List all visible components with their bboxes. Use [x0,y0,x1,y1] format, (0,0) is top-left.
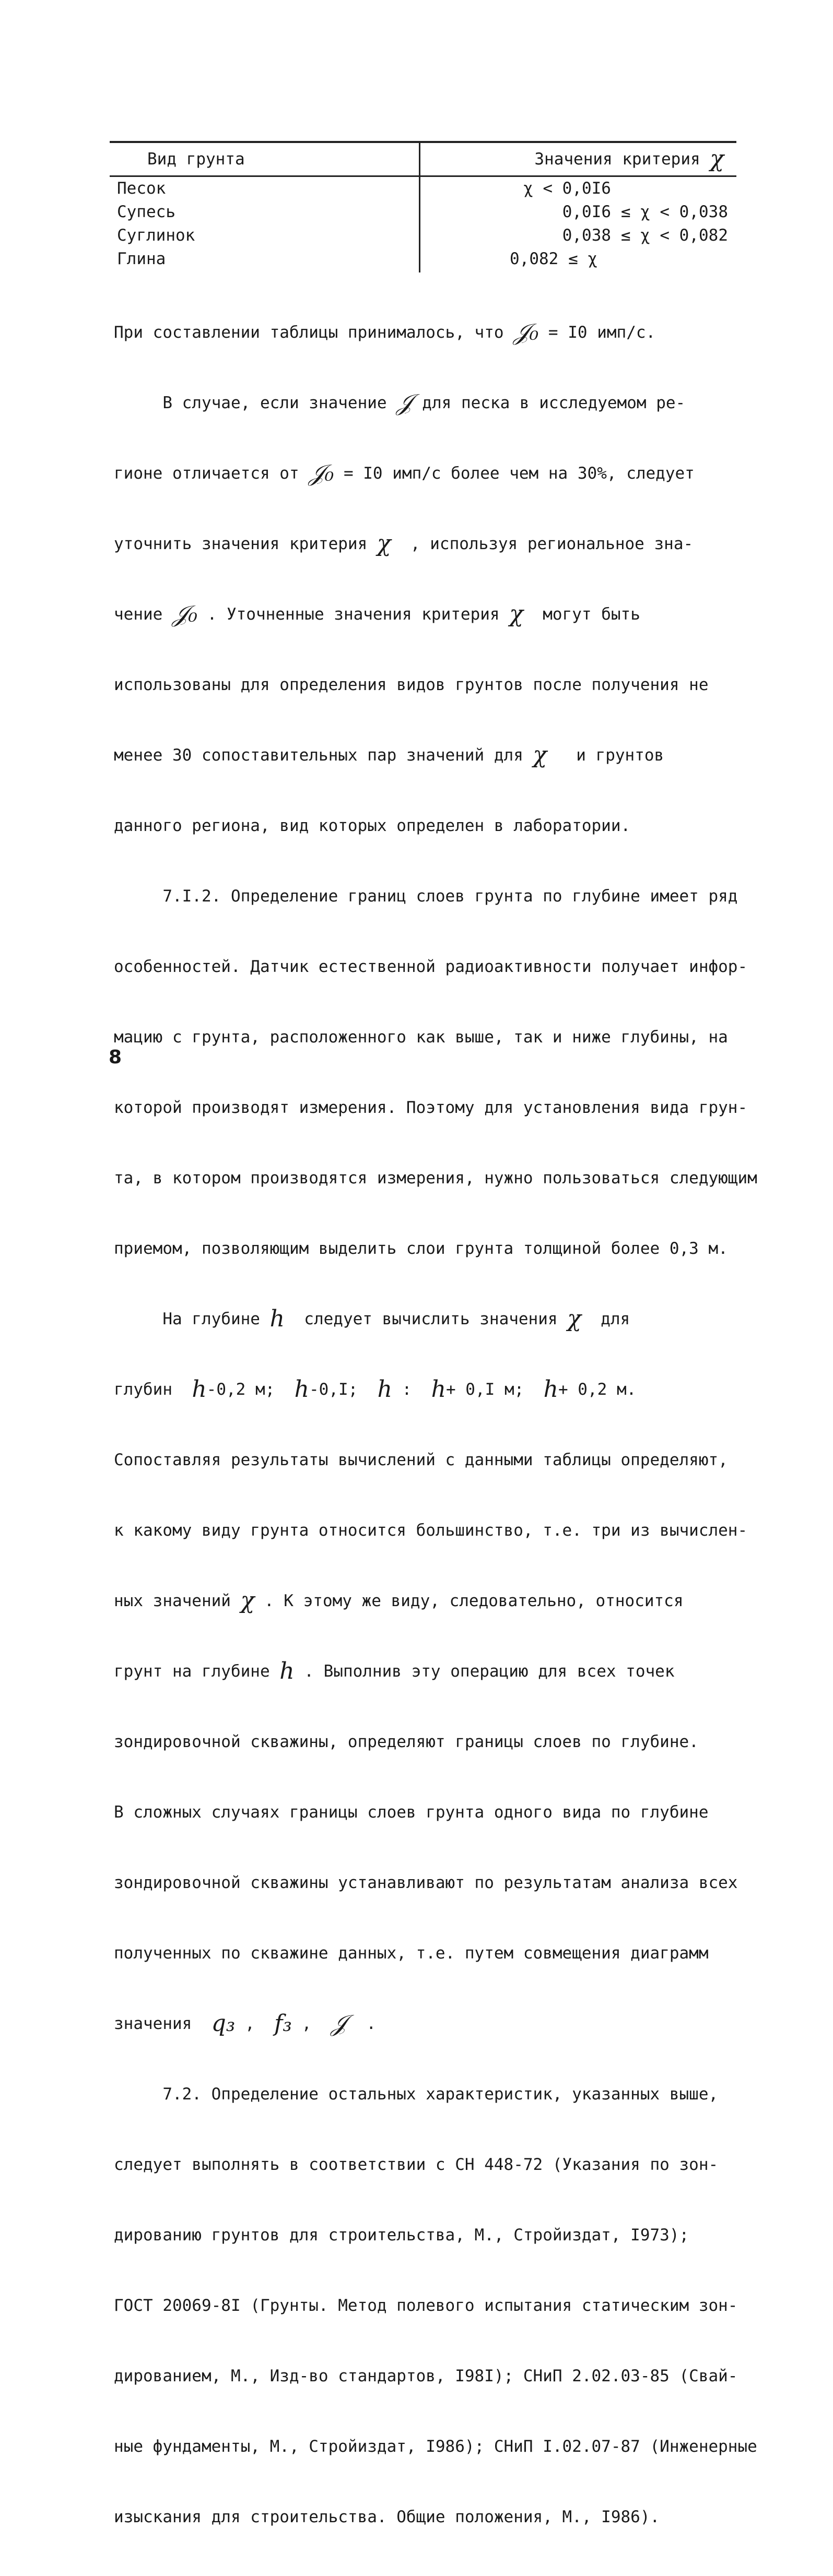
soil-name: Суглинок [117,226,195,245]
text-line: чение 𝒥₀ . Уточненные значения критерия χ могут быть [114,601,640,627]
text-line: та, в котором производятся измерения, нужно пользоваться следующим [114,1169,757,1188]
gamma-symbol: 𝒥 [331,2010,347,2037]
text-line: дированием, М., Изд-во стандартов, I98I); СНиП 2.02.03-85 (Свай- [114,2367,738,2385]
h-symbol: h [543,1376,558,1403]
soil-name: Глина [117,250,166,268]
text-line: грунт на глубине h . Выполнив эту операцию для всех точек [114,1658,675,1684]
chi-symbol: χ [509,601,523,627]
h-symbol: h [192,1376,207,1403]
criterion-range: 0,082 ≤ χ [510,250,597,268]
table-row [110,177,736,200]
table-row [110,247,736,271]
table-row [110,224,736,247]
soil-criteria-table [110,141,736,271]
text-line: ных значений χ . К этому же виду, следовательно, относится [114,1587,684,1614]
gamma-symbol: 𝒥 [396,389,413,416]
chi-symbol: χ [240,1587,255,1614]
text-line: к какому виду грунта относится большинство, т.е. три из вычислен- [114,1521,748,1540]
text-line: В сложных случаях границы слоев грунта одного вида по глубине [114,1803,709,1822]
criterion-range: 0,038 ≤ χ < 0,082 [562,226,728,245]
text-line: ные фундаменты, М., Стройиздат, I986); СНиП I.02.07-87 (Инженерные [114,2437,757,2456]
text-line: данного региона, вид которых определен в лаборатории. [114,816,631,835]
text-line: При составлении таблицы принималось, что 𝒥₀ = I0 имп/с. [114,319,656,346]
text-line: зондировочной скважины, определяют границы слоев по глубине. [114,1732,699,1751]
chi-symbol: χ [533,742,547,768]
text-line: дированию грунтов для строительства, М., Стройиздат, I973); [114,2226,689,2245]
text-line: использованы для определения видов грунтов после получения не [114,675,709,694]
h-symbol: h [279,1658,295,1684]
text-line: значения q₃ , f₃ , 𝒥 . [114,2010,377,2037]
text-line: В случае, если значение 𝒥 для песка в исследуемом ре- [114,389,686,416]
text-line: полученных по скважине данных, т.е. путем совмещения диаграмм [114,1944,709,1963]
h-symbol: h [269,1305,285,1332]
gamma0-symbol: 𝒥₀ [513,319,539,346]
criterion-range: χ < 0,0I6 [523,179,611,198]
text-line: 7.I.2. Определение границ слоев грунта по глубине имеет ряд [114,887,738,906]
text-line: изыскания для строительства. Общие положения, М., I986). [114,2508,660,2526]
text-line: глубин h-0,2 м; h-0,I; h : h+ 0,I м; h+ 0,2 м. [114,1376,637,1403]
text-line: приемом, позволяющим выделить слои грунта толщиной более 0,3 м. [114,1239,728,1258]
chi-symbol: χ [567,1305,581,1332]
text-line: уточнить значения критерия χ , используя региональное зна- [114,530,694,557]
page-number: 8 [109,1047,122,1068]
text-line: ГОСТ 20069-8I (Грунты. Метод полевого испытания статическим зон- [114,2296,738,2315]
chi-symbol: χ [710,146,724,172]
text-line: особенностей. Датчик естественной радиоактивности получает инфор- [114,957,748,976]
gamma0-symbol: 𝒥₀ [309,460,334,486]
text-line: гионе отличается от 𝒥₀ = I0 имп/с более чем на 30%, следует [114,460,695,486]
h-symbol: h [377,1376,392,1403]
header-soil-type: Вид грунта [147,150,245,169]
text-line: следует выполнять в соответствии с СН 448-72 (Указания по зон- [114,2155,719,2174]
soil-name: Песок [117,179,166,198]
text-line: Сопоставляя результаты вычислений с данными таблицы определяют, [114,1451,728,1469]
h-symbol: h [294,1376,309,1403]
f3-symbol: f₃ [274,2010,292,2037]
table-column-divider [419,143,420,272]
text-line: мацию с грунта, расположенного как выше, так и ниже глубины, на [114,1028,728,1047]
header-criterion: Значения критерия χ [534,146,724,172]
criterion-range: 0,0I6 ≤ χ < 0,038 [562,203,728,221]
text-line: 7.2. Определение остальных характеристик, указанных выше, [114,2085,719,2104]
h-symbol: h [431,1376,446,1403]
table-row [110,200,736,224]
soil-name: Супесь [117,203,175,221]
text-line: зондировочной скважины устанавливают по результатам анализа всех [114,1873,738,1892]
text-line: менее 30 сопоставительных пар значений для χ и грунтов [114,742,664,768]
text-line: На глубине h следует вычислить значения χ для [114,1305,630,1332]
chi-symbol: χ [377,530,391,557]
table-header-row [110,143,736,177]
q3-symbol: q₃ [211,2010,236,2037]
body-text [114,274,757,2576]
text-line: которой производят измерения. Поэтому для установления вида грун- [114,1098,748,1117]
gamma0-symbol: 𝒥₀ [172,601,197,627]
